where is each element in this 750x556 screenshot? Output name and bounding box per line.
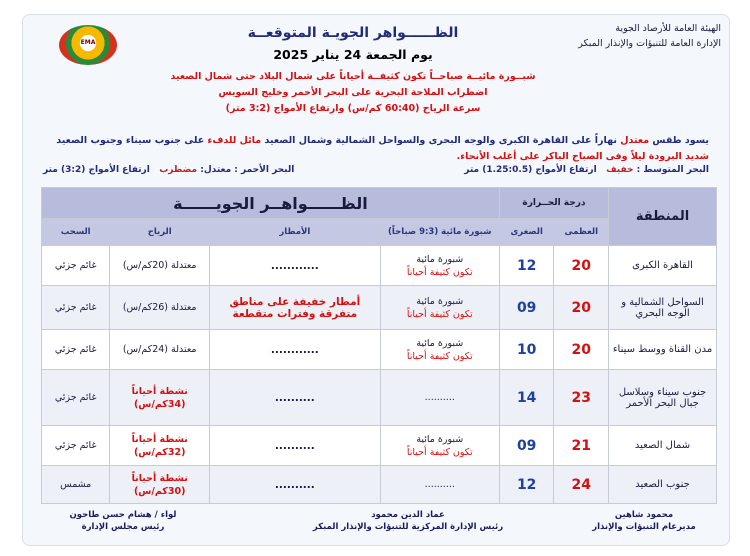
column-header-rain: الأمطار [210,219,381,246]
logo-text: EMA [80,39,96,46]
max-temp-cell: 21 [554,426,609,466]
fog-cell [380,286,499,330]
wind-cell [110,466,210,504]
org-name: الهيئة العامة للأرصاد الجوية [615,23,721,34]
column-header-wind: الرياح [110,219,210,246]
table-row [42,286,717,330]
sea-label: البحر المتوسط : [636,165,709,175]
table-row [42,246,717,286]
summary-text: على جنوب سيناء وجنوب الصعيد [56,135,205,146]
column-header-temperature: درجة الحــرارة [499,188,608,219]
wind-text: معتدلة (24كم/س) [122,344,197,355]
min-temp-cell: 09 [499,286,554,330]
rain-cell: أمطار خفيفة على مناطق متفرقة وفترات متقطعة [210,286,381,330]
rain-cell: .......... [210,466,381,504]
column-header-clouds: السحب [42,219,110,246]
weather-summary [43,133,709,165]
signatory-name: لواء / هشام حسن طاحون [69,510,177,520]
fog-note: تكون كثيفة أحياناً [406,266,473,278]
region-cell: مدن القناة ووسط سيناء [609,330,717,370]
forecast-sheet [22,14,730,546]
signatory-name: محمود شاهين [614,510,674,520]
cloud-cell: غائم جزئي [42,370,110,426]
cloud-cell: غائم جزئي [42,330,110,370]
page-title: الظــــــواهر الجويـة المتوقعــة [247,25,459,41]
mediterranean-sea-state [464,165,709,175]
forecast-date: يوم الجمعة 24 يناير 2025 [273,47,433,62]
sea-condition: خفيف [606,165,634,175]
alert-wind-waves: سرعة الرياح (60:40 كم/س) وارتفاع الأمواج (3:2 متر) [225,103,481,114]
column-header-region: المنطقة [609,188,717,246]
wind-text: نشطة أحياناً [131,472,188,484]
summary-text: يسود طقس [652,135,709,146]
signatory-title: مديرعام التنبؤات والإنذار [592,522,696,532]
min-temp-cell: 14 [499,370,554,426]
rain-cell: ............ [210,330,381,370]
summary-highlight: معتدل [620,135,650,146]
summary-highlight: مائل للدفء [207,135,262,146]
rain-cell: .......... [210,426,381,466]
fog-cell [380,330,499,370]
ema-logo-icon [59,25,117,65]
fog-text: شبورة مائية [416,337,464,349]
cloud-cell: غائم جزئي [42,286,110,330]
column-header-min: الصغرى [499,219,554,246]
alert-navigation: اضطراب الملاحة البحرية على البحر الأحمر وخليج السويس [218,87,488,98]
signature-central-admin [283,509,533,533]
wind-speed: (32كم/س) [133,446,186,458]
fog-text: شبورة مائية [416,433,464,445]
signatory-title: رئيس مجلس الإدارة [81,522,165,532]
region-cell: جنوب الصعيد [609,466,717,504]
fog-cell [380,246,499,286]
forecast-table [41,187,717,504]
wind-cell [110,426,210,466]
signature-forecast-director [579,509,709,533]
table-row [42,330,717,370]
min-temp-cell: 10 [499,330,554,370]
max-temp-cell: 20 [554,246,609,286]
cloud-cell: غائم جزئي [42,246,110,286]
cloud-cell: غائم جزئي [42,426,110,466]
fog-cell [380,466,499,504]
wind-cell [110,286,210,330]
fog-text: .......... [424,479,455,490]
wave-height: ارتفاع الأمواج (1.25:0.5) متر [464,165,597,175]
fog-text: .......... [424,392,455,403]
region-cell: السواحل الشمالية و الوجه البحري [609,286,717,330]
column-header-fog: شبورة مائية (9:3 صباحاً) [380,219,499,246]
fog-note: تكون كثيفة أحياناً [406,446,473,458]
fog-cell [380,426,499,466]
region-cell: شمال الصعيد [609,426,717,466]
wind-speed: (30كم/س) [133,485,186,497]
organization-block [511,21,721,51]
wind-text: نشطة أحياناً [131,433,188,445]
max-temp-cell: 20 [554,330,609,370]
cloud-cell: مشمس [42,466,110,504]
signatory-title: رئيس الإدارة المركزية للتنبؤات والإنذار المبكر [312,522,504,532]
region-cell: القاهرة الكبرى [609,246,717,286]
table-row [42,466,717,504]
wave-height: ارتفاع الأمواج (3:2) متر [43,165,150,175]
alerts-block [133,69,573,117]
signature-chairman [53,509,193,533]
table-row [42,426,717,466]
fog-note: تكون كثيفة أحياناً [406,308,473,320]
fog-text: شبورة مائية [416,295,464,307]
wind-text: معتدلة (26كم/س) [122,302,197,313]
wind-text: معتدلة (20كم/س) [122,260,197,271]
signatory-name: عماد الدين محمود [371,510,445,520]
column-header-weather: الظــــــواهــر الجويــــــة [42,188,500,219]
sea-condition: مضطرب [159,165,198,175]
summary-night: شديد البرودة ليلاً وفى الصباح الباكر على أغلب الأنحاء. [456,151,709,162]
min-temp-cell: 09 [499,426,554,466]
max-temp-cell: 24 [554,466,609,504]
fog-text: شبورة مائية [416,253,464,265]
region-cell: جنوب سيناء وسلاسل جبال البحر الأحمر [609,370,717,426]
max-temp-cell: 20 [554,286,609,330]
sea-label: البحر الأحمر : معتدل: [200,165,295,175]
fog-note: تكون كثيفة أحياناً [406,350,473,362]
wind-speed: (34كم/س) [133,398,186,410]
wind-cell [110,246,210,286]
min-temp-cell: 12 [499,246,554,286]
max-temp-cell: 23 [554,370,609,426]
column-header-max: العظمى [554,219,609,246]
alert-fog: شبــورة مائيــة صباحــاً تكون كثيفــة أحياناً على شمال البلاد حتى شمال الصعيد [170,71,536,82]
org-department: الإدارة العامة للتنبؤات والإنذار المبكر [578,38,721,49]
wind-cell [110,370,210,426]
rain-cell: .......... [210,370,381,426]
wind-cell [110,330,210,370]
summary-text: نهاراً على القاهرة الكبرى والوجه البحرى والسواحل الشمالية وشمال الصعيد [264,135,617,146]
wind-text: نشطة أحياناً [131,385,188,397]
fog-cell [380,370,499,426]
table-row [42,370,717,426]
min-temp-cell: 12 [499,466,554,504]
rain-cell: ............ [210,246,381,286]
red-sea-state [43,165,294,175]
